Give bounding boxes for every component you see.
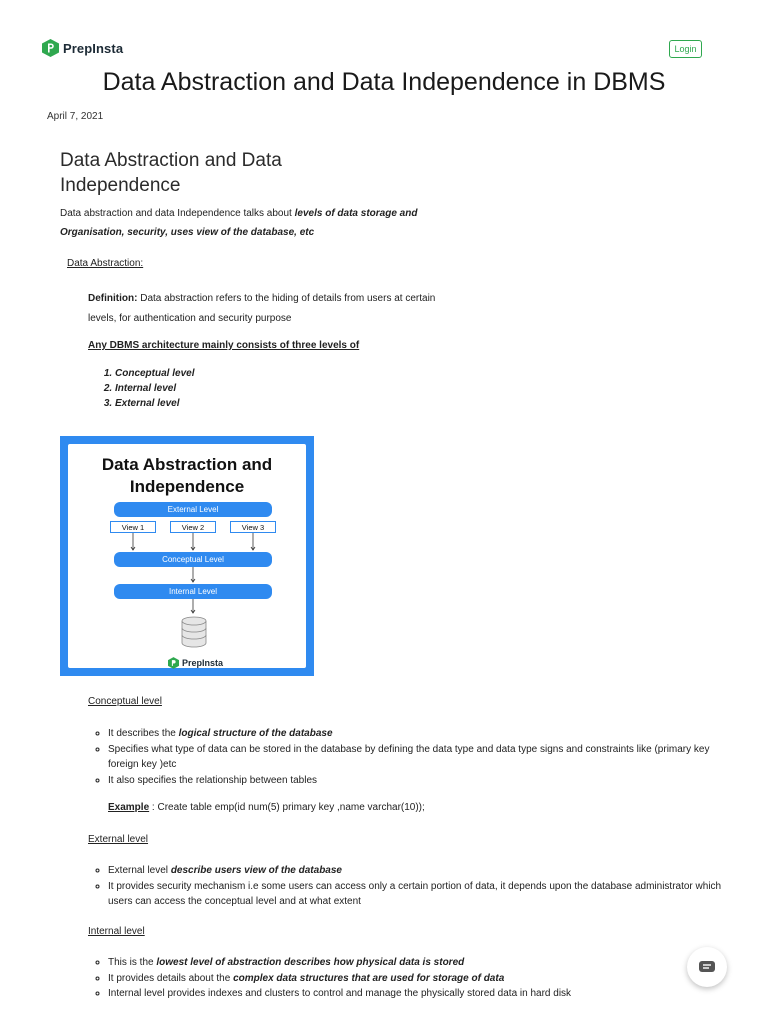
database-cylinder-icon [181, 616, 207, 648]
intro-paragraph [60, 204, 460, 242]
intro-text: Data abstraction and data Independence talks about [60, 208, 295, 219]
conceptual-bullets [88, 726, 728, 788]
page-title: Data Abstraction and Data Independence in DBMS [102, 68, 666, 96]
chat-bubble-icon [698, 960, 716, 974]
diagram-canvas [68, 444, 306, 668]
prepinsta-logo-icon [42, 39, 59, 57]
brand-logo[interactable] [42, 39, 123, 57]
intro-emphasis: levels of data storage and Organisation, security, uses view of the database, etc [60, 208, 418, 238]
architecture-heading: Any DBMS architecture mainly consists of three levels of [88, 340, 360, 351]
publish-date: April 7, 2021 [47, 111, 104, 122]
list-item: 1. Conceptual level [115, 366, 194, 381]
definition-text: Data abstraction refers to the hiding of details from users at certain levels, for authentication and security purpose [88, 293, 436, 324]
section-heading: Data Abstraction and Data Independence [60, 150, 282, 196]
list-item [108, 863, 728, 879]
article-content [60, 148, 720, 242]
list-item: 2. Internal level [115, 381, 194, 396]
site-header [0, 0, 768, 70]
diagram-brand-name: PrepInsta [182, 658, 224, 668]
internal-bullets [88, 955, 728, 1002]
brand-name: PrepInsta [63, 40, 124, 56]
definition-label: Definition: [88, 293, 138, 304]
external-level-bar: External Level [114, 502, 272, 517]
levels-list [88, 366, 194, 411]
bullet-text: It provides details about the [108, 972, 234, 984]
list-item: ◦ It provides security mechanism i.e some users can access only a certain portion of data, it depends upon the database administrator which users can access the conceptual level and at what extent [108, 879, 728, 910]
bullet-emphasis: logical structure of the database [178, 728, 333, 739]
conceptual-level-bar: Conceptual Level [114, 552, 272, 567]
diagram-brand [168, 657, 223, 669]
list-item [108, 955, 728, 971]
list-item: ◦ Internal level provides indexes and clusters to control and manage the physically stored data in hard disk [108, 986, 728, 1002]
list-item: 3. External level [115, 396, 194, 411]
list-item: ◦ It also specifies the relationship between tables [108, 773, 728, 789]
definition-paragraph [88, 289, 448, 329]
external-level-heading: External level [88, 834, 149, 845]
bullet-emphasis: complex data structures that are used for storage of data [233, 972, 505, 984]
list-item: ◦ Specifies what type of data can be stored in the database by defining the data type and data type signs and constraints like (primary key foreign key )etc [108, 742, 728, 773]
list-item [108, 971, 728, 987]
list-item [108, 726, 728, 742]
view-box: View 2 [170, 521, 216, 533]
bullet-text: External level [108, 865, 171, 876]
internal-level-bar: Internal Level [114, 584, 272, 599]
bullet-text: It describes the [108, 728, 179, 739]
example-label: Example [108, 802, 150, 813]
data-abstraction-heading: Data Abstraction: [67, 258, 144, 269]
view-box: View 1 [110, 521, 156, 533]
example-text: : Create table emp(id num(5) primary key ,name varchar(10)); [149, 802, 425, 813]
abstraction-diagram [60, 436, 314, 676]
internal-level-heading: Internal level [88, 926, 145, 937]
bullet-text: This is the [108, 957, 157, 968]
external-bullets [88, 863, 728, 910]
conceptual-level-heading: Conceptual level [88, 696, 162, 707]
view-box: View 3 [230, 521, 276, 533]
example-line [108, 802, 425, 813]
prepinsta-logo-icon [168, 657, 179, 669]
chat-button[interactable] [687, 947, 727, 987]
diagram-title: Data Abstraction and Independence [101, 455, 273, 496]
bullet-emphasis: lowest level of abstraction describes how physical data is stored [156, 957, 465, 968]
login-button[interactable]: Login [669, 40, 702, 58]
bullet-emphasis: describe users view of the database [170, 865, 342, 876]
